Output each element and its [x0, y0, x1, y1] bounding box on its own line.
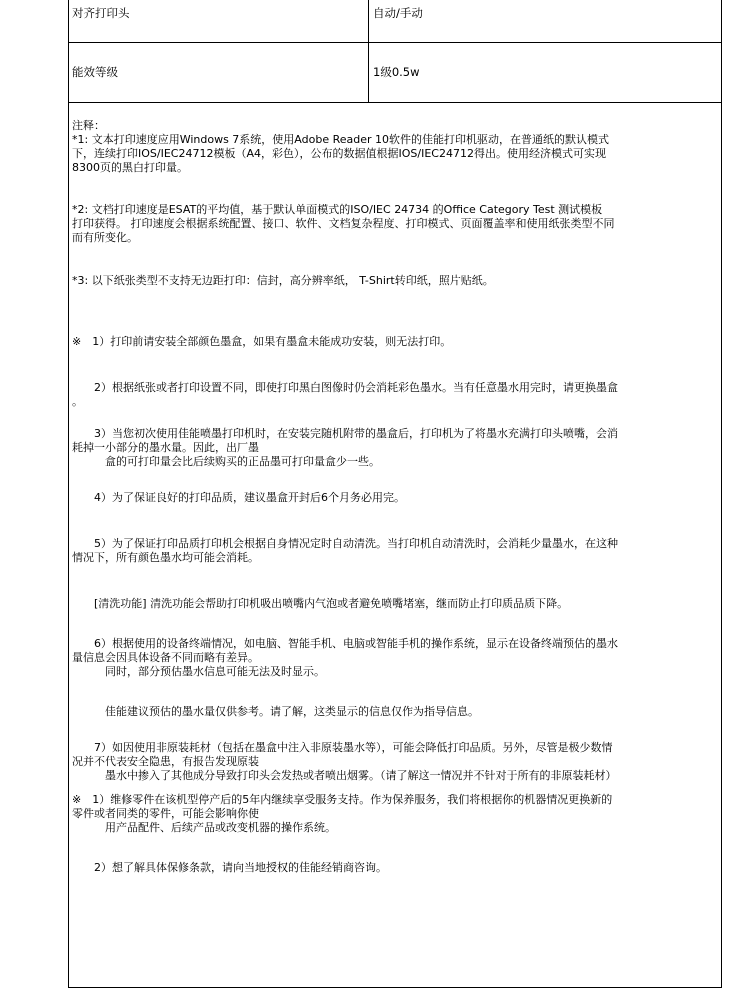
- supply-item-6-line: 量信息会因具体设备不同而略有差异。: [72, 651, 259, 664]
- supply-item-1: ※ 1）打印前请安装全部颜色墨盒，如果有墨盒未能成功安装，则无法打印。: [72, 335, 452, 348]
- supply-item-4: 4）为了保证良好的打印品质，建议墨盒开封后6个月务必用完。: [72, 491, 405, 504]
- note-2-line: *2: 文档打印速度是ESAT的平均值，基于默认单面模式的ISO/IEC 24734 的Office Category Test 测试模板: [72, 203, 603, 216]
- row-divider: [69, 42, 721, 43]
- supply-item-5-line: 情况下，所有颜色墨水均可能会消耗。: [72, 551, 259, 564]
- repair-item-1-line: 零件或者同类的零件，可能会影响你使: [72, 807, 259, 820]
- row-label-energy: 能效等级: [72, 65, 118, 79]
- supply-item-2-line: 2）根据纸张或者打印设置不同，即使打印黑白图像时仍会消耗彩色墨水。当有任意墨水用完时，请更换墨盒: [72, 381, 618, 394]
- row-value-energy: 1级0.5w: [373, 65, 420, 79]
- repair-item-1-line: 用产品配件、后续产品或改变机器的操作系统。: [72, 821, 336, 834]
- supply-item-5-line: 5）为了保证打印品质打印机会根据自身情况定时自动清洗。当打印机自动清洗时，会消耗少量墨水，在这种: [72, 537, 618, 550]
- note-1-line: 下，连续打印IOS/IEC24712模板（A4，彩色），公布的数据值根据IOS/IEC24712得出。使用经济模式可实现: [72, 147, 606, 160]
- cleaning-function: [清洗功能] 清洗功能会帮助打印机吸出喷嘴内气泡或者避免喷嘴堵塞，继而防止打印质品质下降。: [72, 597, 569, 610]
- spec-table: [68, 0, 722, 988]
- notes-section: [72, 119, 718, 875]
- supply-item-6-line: 6）根据使用的设备终端情况，如电脑、智能手机、电脑或智能手机的操作系统，显示在设备终端预估的墨水: [72, 637, 618, 650]
- supply-item-7-line: 况并不代表安全隐患，有报告发现原装: [72, 755, 259, 768]
- supply-item-7-line: 7）如因使用非原装耗材（包括在墨盒中注入非原装墨水等），可能会降低打印品质。另外，尽管是极少数情: [72, 741, 613, 754]
- repair-item-1-line: ※ 1）维修零件在该机型停产后的5年内继续享受服务支持。作为保养服务，我们将根据你的机器情况更换新的: [72, 793, 613, 806]
- note-3: *3: 以下纸张类型不支持无边距打印：信封，高分辨率纸， T-Shirt转印纸，照片贴纸。: [72, 274, 494, 287]
- repair-item-2: 2）想了解具体保修条款，请向当地授权的佳能经销商咨询。: [72, 861, 387, 874]
- row-label-align-head: 对齐打印头: [72, 6, 130, 20]
- note-1-line: *1: 文本打印速度应用Windows 7系统，使用Adobe Reader 10软件的佳能打印机驱动，在普通纸的默认模式: [72, 133, 610, 146]
- note-1-line: 8300页的黑白打印量。: [72, 161, 188, 174]
- supply-item-3-line: 3）当您初次使用佳能喷墨打印机时，在安装完随机附带的墨盒后，打印机为了将墨水充满打印头喷嘴，会消: [72, 427, 618, 440]
- row-divider: [69, 102, 721, 103]
- supply-item-3-line: 盒的可打印量会比后续购买的正品墨可打印量盒少一些。: [72, 455, 380, 468]
- canon-recommendation: 佳能建议预估的墨水量仅供参考。请了解，这类显示的信息仅作为指导信息。: [72, 705, 479, 718]
- row-value-align-head: 自动/手动: [373, 6, 423, 20]
- column-divider: [368, 0, 369, 102]
- supply-item-6-line: 同时，部分预估墨水信息可能无法及时显示。: [72, 665, 325, 678]
- supply-item-7-line: 墨水中掺入了其他成分导致打印头会发热或者喷出烟雾。（请了解这一情况并不针对于所有的非原装耗材）: [72, 769, 617, 782]
- supply-item-2-line: 。: [72, 395, 83, 408]
- note-2-line: 打印获得。 打印速度会根据系统配置、接口、软件、文档复杂程度、打印模式、页面覆盖率和使用纸张类型不同: [72, 217, 615, 230]
- notes-heading: 注释：: [72, 119, 105, 132]
- supply-item-3-line: 耗掉一小部分的墨水量。因此，出厂墨: [72, 441, 259, 454]
- note-2-line: 而有所变化。: [72, 231, 138, 244]
